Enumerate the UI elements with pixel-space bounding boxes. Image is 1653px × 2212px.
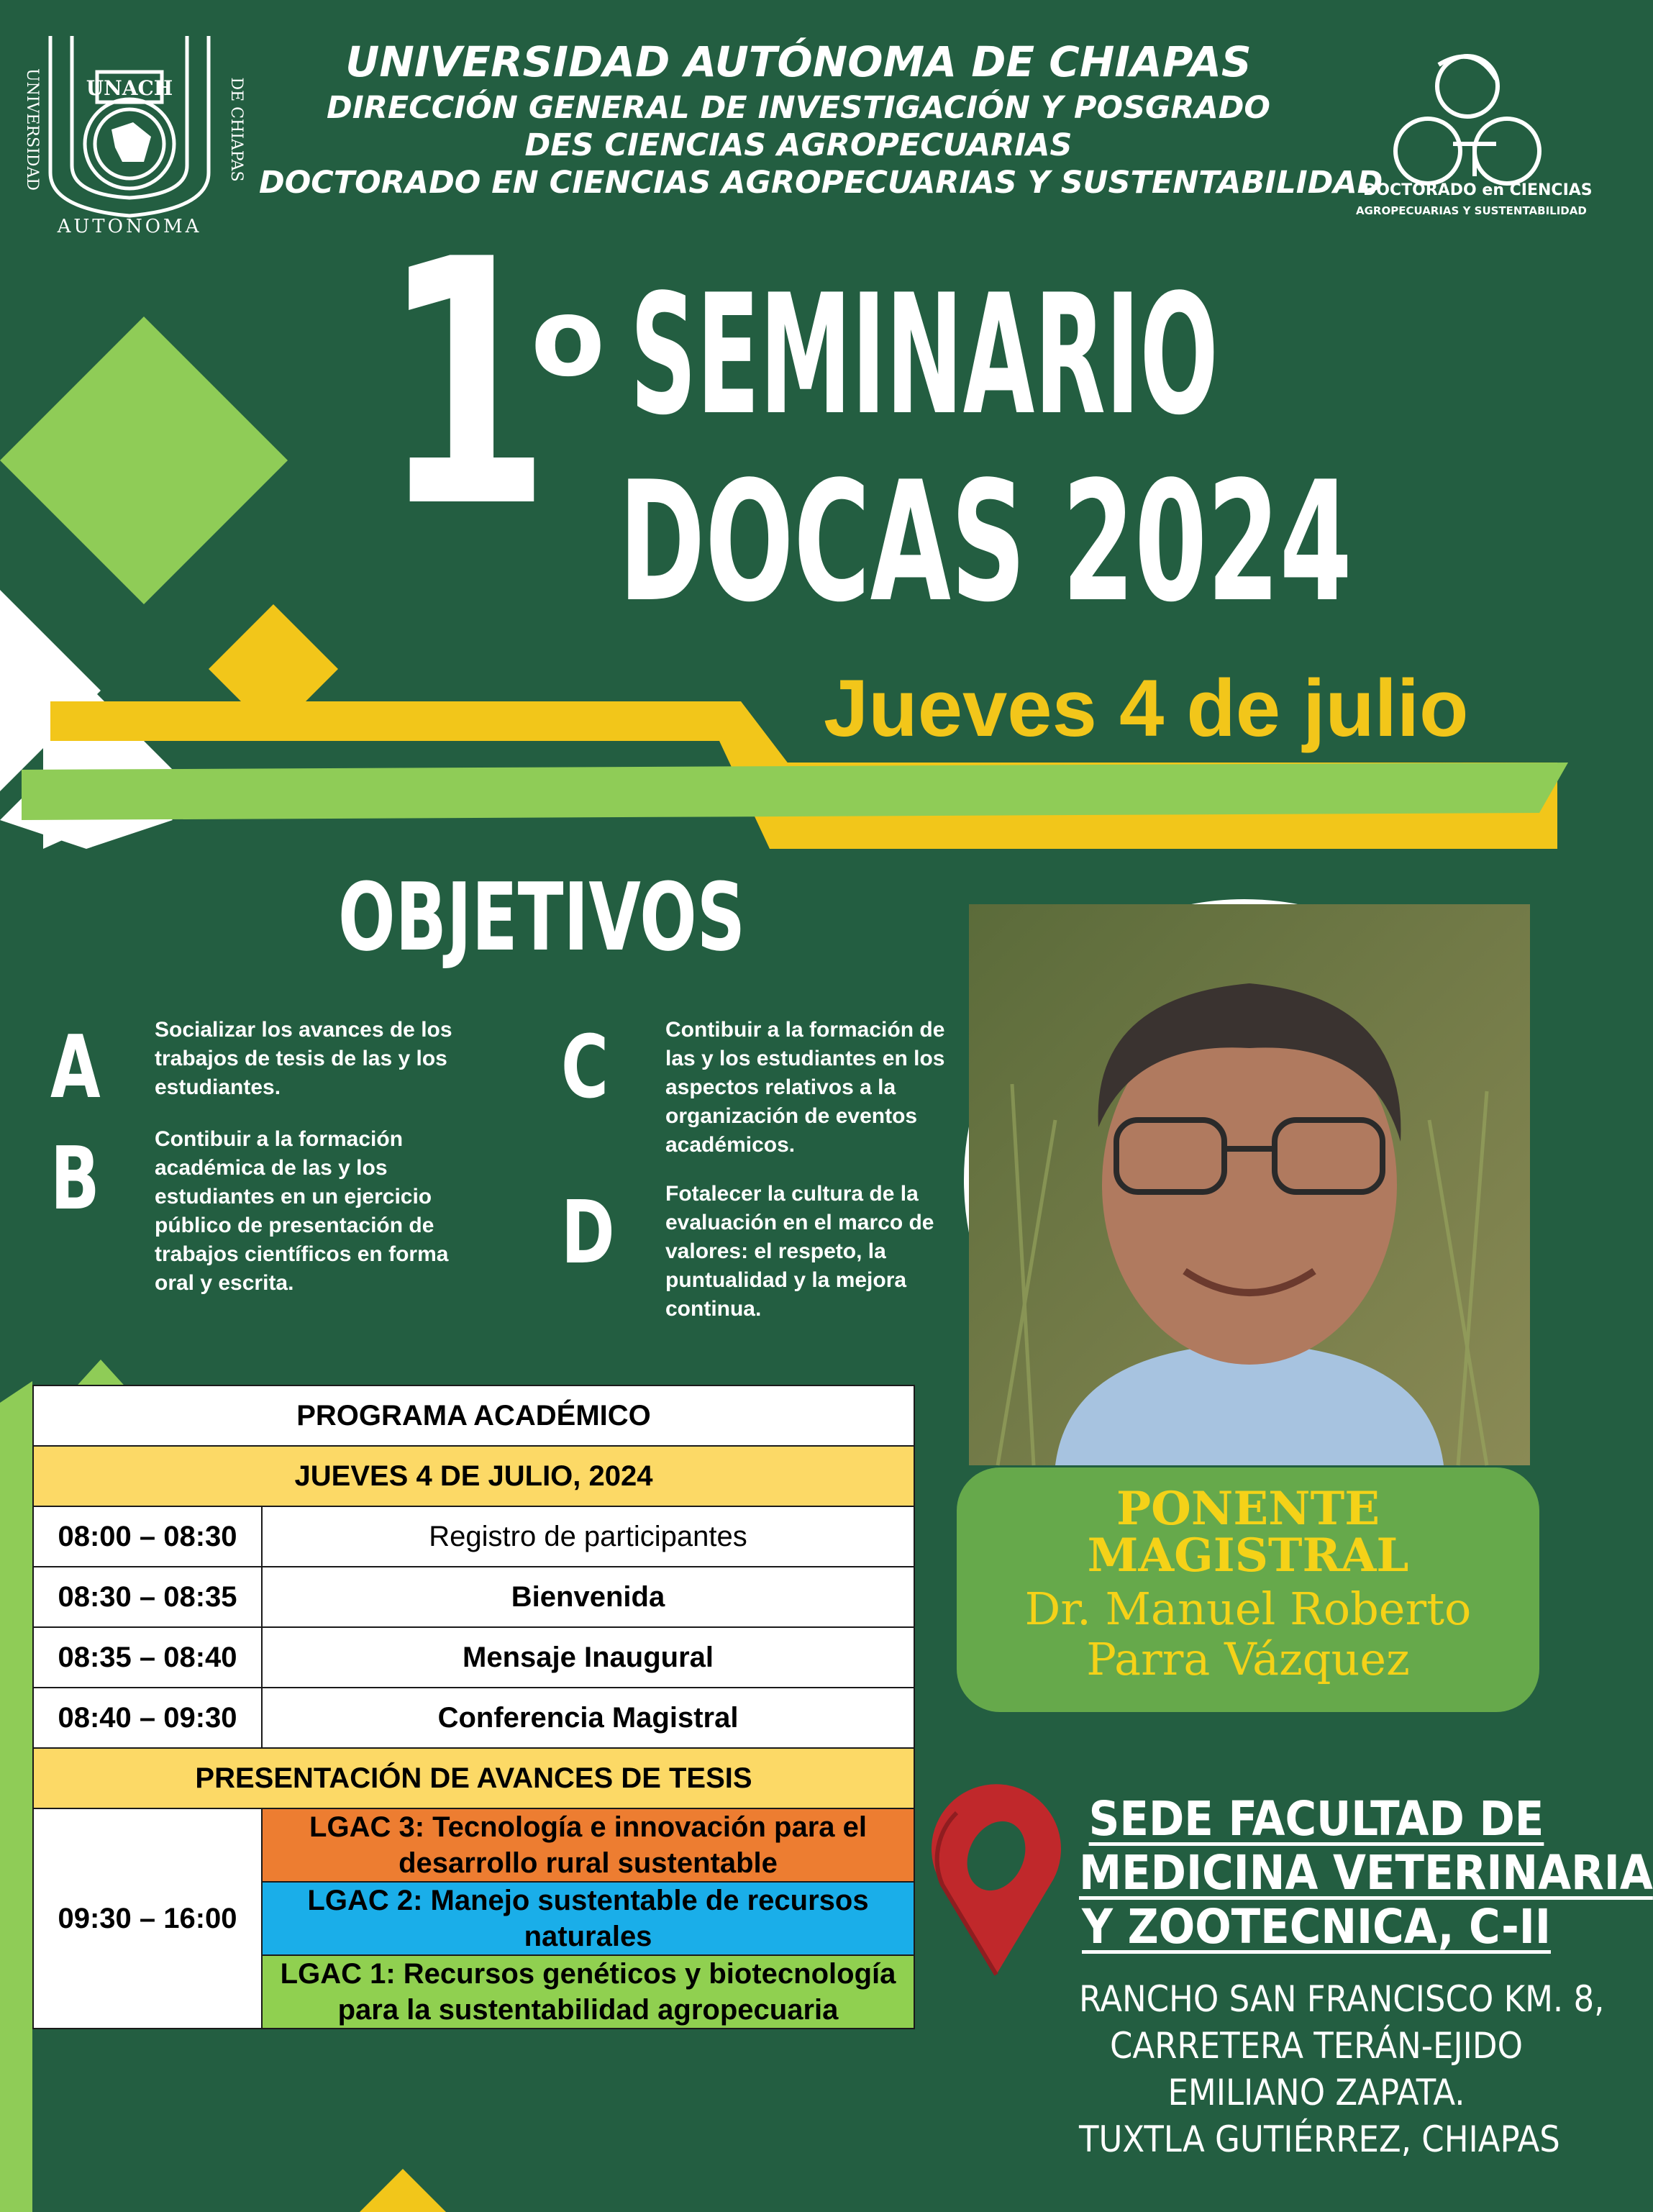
svg-text:UNACH: UNACH bbox=[86, 76, 173, 100]
objective-text-d: Fotalecer la cultura de la evaluación en el marco de valores: el respeto, la puntualidad y la mejora continua. bbox=[665, 1182, 934, 1321]
objective-letter-c: C bbox=[561, 1018, 609, 1118]
objective-letter-b: B bbox=[50, 1129, 100, 1229]
green-edge-left bbox=[0, 1381, 32, 2212]
svg-text:DE CHIAPAS: DE CHIAPAS bbox=[227, 77, 245, 182]
objective-letter-a: A bbox=[50, 1018, 101, 1118]
venue-address-line2: CARRETERA TERÁN-EJIDO bbox=[1110, 2025, 1523, 2067]
lgac-2: LGAC 2: Manejo sustentable de recursos naturales bbox=[262, 1882, 914, 1955]
title-line2: DOCAS 2024 bbox=[619, 447, 1352, 639]
docas-logo-line1: DOCTORADO en CIENCIAS bbox=[1363, 181, 1593, 199]
event-date: Jueves 4 de julio bbox=[824, 663, 1469, 753]
table-row bbox=[33, 1627, 914, 1688]
speaker-photo bbox=[964, 899, 1525, 1460]
edition-number: 1 bbox=[381, 188, 551, 581]
ordinal-superscript: o bbox=[531, 276, 606, 401]
speaker-name-line1: Dr. Manuel Roberto bbox=[1024, 1583, 1472, 1635]
row-activity: Bienvenida bbox=[262, 1567, 914, 1627]
row-activity: Registro de participantes bbox=[262, 1506, 914, 1567]
program-table bbox=[32, 1385, 915, 2029]
objective-text-b: Contibuir a la formación académica de las y los estudiantes en un ejercicio público de presentación de trabajos científicos en forma oral y escrita. bbox=[155, 1127, 449, 1295]
venue-title-line1: SEDE FACULTAD DE bbox=[1088, 1791, 1544, 1847]
direction-name: DIRECCIÓN GENERAL DE INVESTIGACIÓN Y POSGRADO bbox=[327, 90, 1270, 126]
table-row bbox=[33, 1808, 914, 1882]
university-name: UNIVERSIDAD AUTÓNOMA DE CHIAPAS bbox=[345, 37, 1252, 86]
venue-title-line3: Y ZOOTECNICA, C-II bbox=[1082, 1899, 1551, 1954]
venue-address-line3: EMILIANO ZAPATA. bbox=[1167, 2072, 1465, 2113]
speaker-name-line2: Parra Vázquez bbox=[1086, 1633, 1410, 1685]
venue-title-line2: MEDICINA VETERINARIA bbox=[1079, 1845, 1653, 1901]
program-day-row bbox=[33, 1446, 914, 1506]
table-row bbox=[33, 1688, 914, 1748]
lgac-3: LGAC 3: Tecnología e innovación para el desarrollo rural sustentable bbox=[262, 1808, 914, 1882]
objective-text-c: Contibuir a la formación de las y los estudiantes en los aspectos relativos a la organización de eventos académicos. bbox=[665, 1018, 945, 1157]
objective-letter-d: D bbox=[561, 1183, 615, 1283]
row-activity: Conferencia Magistral bbox=[262, 1688, 914, 1748]
row-time: 08:30 – 08:35 bbox=[33, 1567, 262, 1627]
thesis-time: 09:30 – 16:00 bbox=[33, 1808, 262, 2029]
unach-logo bbox=[14, 22, 245, 237]
venue-address-line4: TUXTLA GUTIÉRREZ, CHIAPAS bbox=[1079, 2118, 1560, 2160]
svg-text:UNIVERSIDAD: UNIVERSIDAD bbox=[23, 68, 41, 191]
title-line1: SEMINARIO bbox=[630, 260, 1219, 452]
yellow-triangle-bottom bbox=[360, 2169, 446, 2212]
svg-text:AUTONOMA: AUTONOMA bbox=[57, 216, 202, 237]
row-time: 08:35 – 08:40 bbox=[33, 1627, 262, 1688]
program-day: JUEVES 4 DE JULIO, 2024 bbox=[33, 1446, 914, 1506]
keynote-label-line2: MAGISTRAL bbox=[1087, 1529, 1409, 1583]
venue-address-line1: RANCHO SAN FRANCISCO KM. 8, bbox=[1079, 1978, 1605, 2020]
keynote-speaker-box bbox=[957, 1467, 1539, 1712]
keynote-label-line1: PONENTE bbox=[1116, 1482, 1380, 1536]
des-name: DES CIENCIAS AGROPECUARIAS bbox=[524, 127, 1073, 163]
program-name: DOCTORADO EN CIENCIAS AGROPECUARIAS Y SUSTENTABILIDAD bbox=[259, 165, 1383, 201]
program-title: PROGRAMA ACADÉMICO bbox=[33, 1385, 914, 1446]
table-row bbox=[33, 1567, 914, 1627]
table-row bbox=[33, 1506, 914, 1567]
green-stripe bbox=[22, 763, 1568, 820]
row-time: 08:40 – 09:30 bbox=[33, 1688, 262, 1748]
row-activity: Mensaje Inaugural bbox=[262, 1627, 914, 1688]
lgac-1: LGAC 1: Recursos genéticos y biotecnología para la sustentabilidad agropecuaria bbox=[262, 1955, 914, 2029]
objective-text-a: Socializar los avances de los trabajos de tesis de las y los estudiantes. bbox=[155, 1018, 452, 1099]
row-time: 08:00 – 08:30 bbox=[33, 1506, 262, 1567]
thesis-section-row bbox=[33, 1748, 914, 1808]
program-title-row bbox=[33, 1385, 914, 1446]
thesis-section-title: PRESENTACIÓN DE AVANCES DE TESIS bbox=[33, 1748, 914, 1808]
docas-logo-line2: AGROPECUARIAS Y SUSTENTABILIDAD bbox=[1356, 204, 1587, 217]
objectives-heading: OBJETIVOS bbox=[338, 863, 746, 972]
location-pin-icon bbox=[928, 1784, 1065, 1978]
